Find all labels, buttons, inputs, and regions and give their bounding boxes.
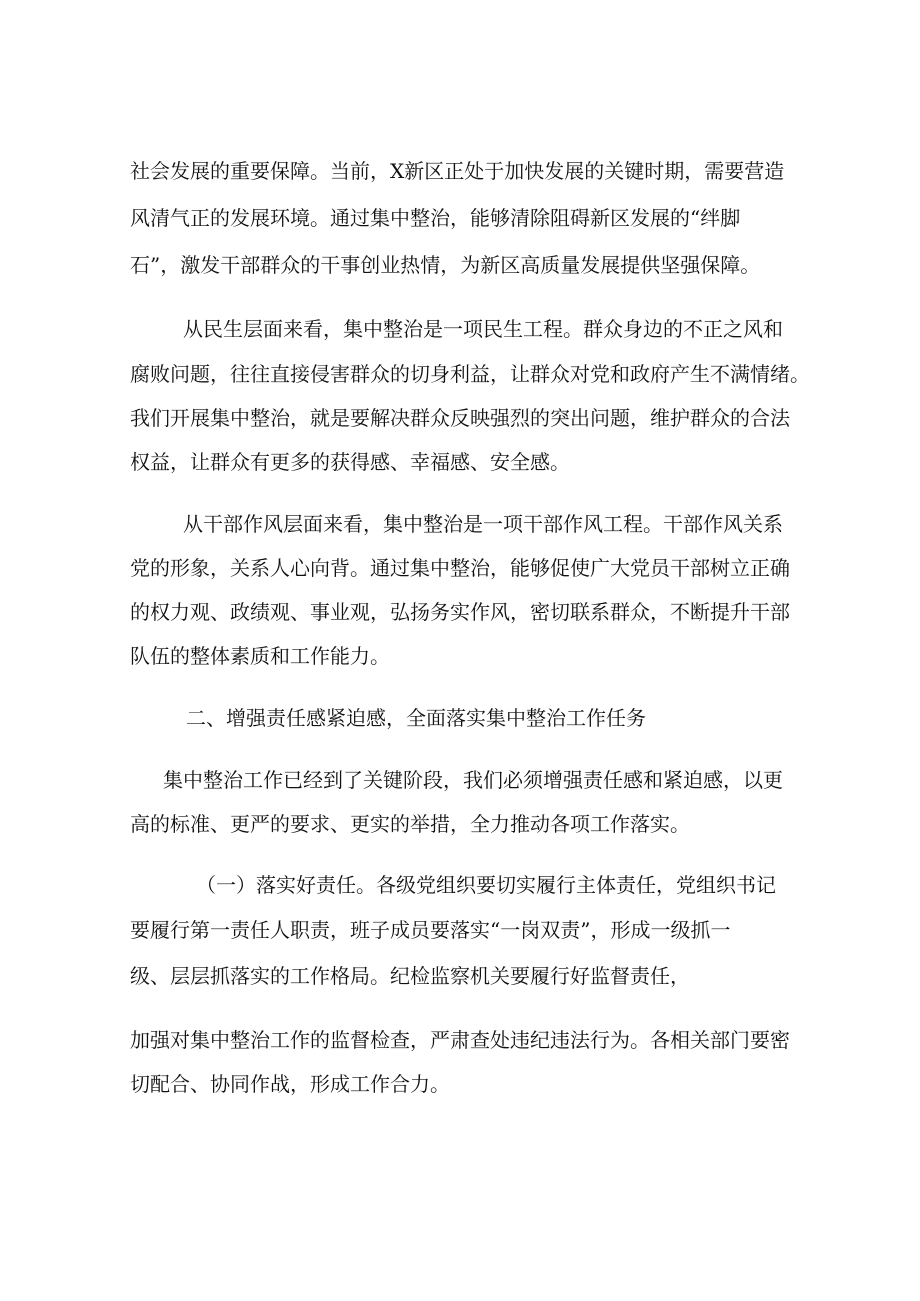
paragraph-line: 风清气正的发展环境。通过集中整治，能够清除阻碍新区发展的“绊脚 [130, 206, 741, 230]
paragraph-line: 社会发展的重要保障。当前，X新区正处于加快发展的关键时期，需要营造 [130, 159, 785, 183]
paragraph-line: 从干部作风层面来看，集中整治是一项干部作风工程。干部作风关系 [183, 512, 783, 536]
paragraph-line: 加强对集中整治工作的监督检查，严肃查处违纪违法行为。各相关部门要密 [130, 1028, 790, 1052]
paragraph-line: 集中整治工作已经到了关键阶段，我们必须增强责任感和紧迫感，以更 [163, 768, 783, 792]
paragraph-line: 切配合、协同作战，形成工作合力。 [130, 1072, 450, 1096]
paragraph-line: 我们开展集中整治，就是要解决群众反映强烈的突出问题，维护群众的合法 [130, 406, 790, 430]
paragraph-line: 从民生层面来看，集中整治是一项民生工程。群众身边的不正之风和 [183, 317, 783, 341]
paragraph-line: 党的形象，关系人心向背。通过集中整治，能够促使广大党员干部树立正确 [130, 556, 790, 580]
paragraph-line: 要履行第一责任人职责，班子成员要落实“一岗双责”，形成一级抓一 [130, 918, 731, 942]
paragraph-line: 的权力观、政绩观、事业观，弘扬务实作风，密切联系群众，不断提升干部 [130, 600, 790, 624]
section-heading: 二、增强责任感紧迫感，全面落实集中整治工作任务 [186, 706, 646, 730]
paragraph-line: 队伍的整体素质和工作能力。 [130, 644, 390, 668]
paragraph-line: （一）落实好责任。各级党组织要切实履行主体责任，党组织书记 [196, 873, 776, 897]
paragraph-line: 高的标准、更严的要求、更实的举措，全力推动各项工作落实。 [130, 812, 690, 836]
paragraph-line: 腐败问题，往往直接侵害群众的切身利益，让群众对党和政府产生不满情绪。 [130, 362, 810, 386]
paragraph-line: 权益，让群众有更多的获得感、幸福感、安全感。 [130, 450, 570, 474]
paragraph-line: 级、层层抓落实的工作格局。纪检监察机关要履行好监督责任， [130, 964, 690, 988]
paragraph-line: 石”，激发干部群众的干事创业热情，为新区高质量发展提供坚强保障。 [130, 253, 761, 277]
